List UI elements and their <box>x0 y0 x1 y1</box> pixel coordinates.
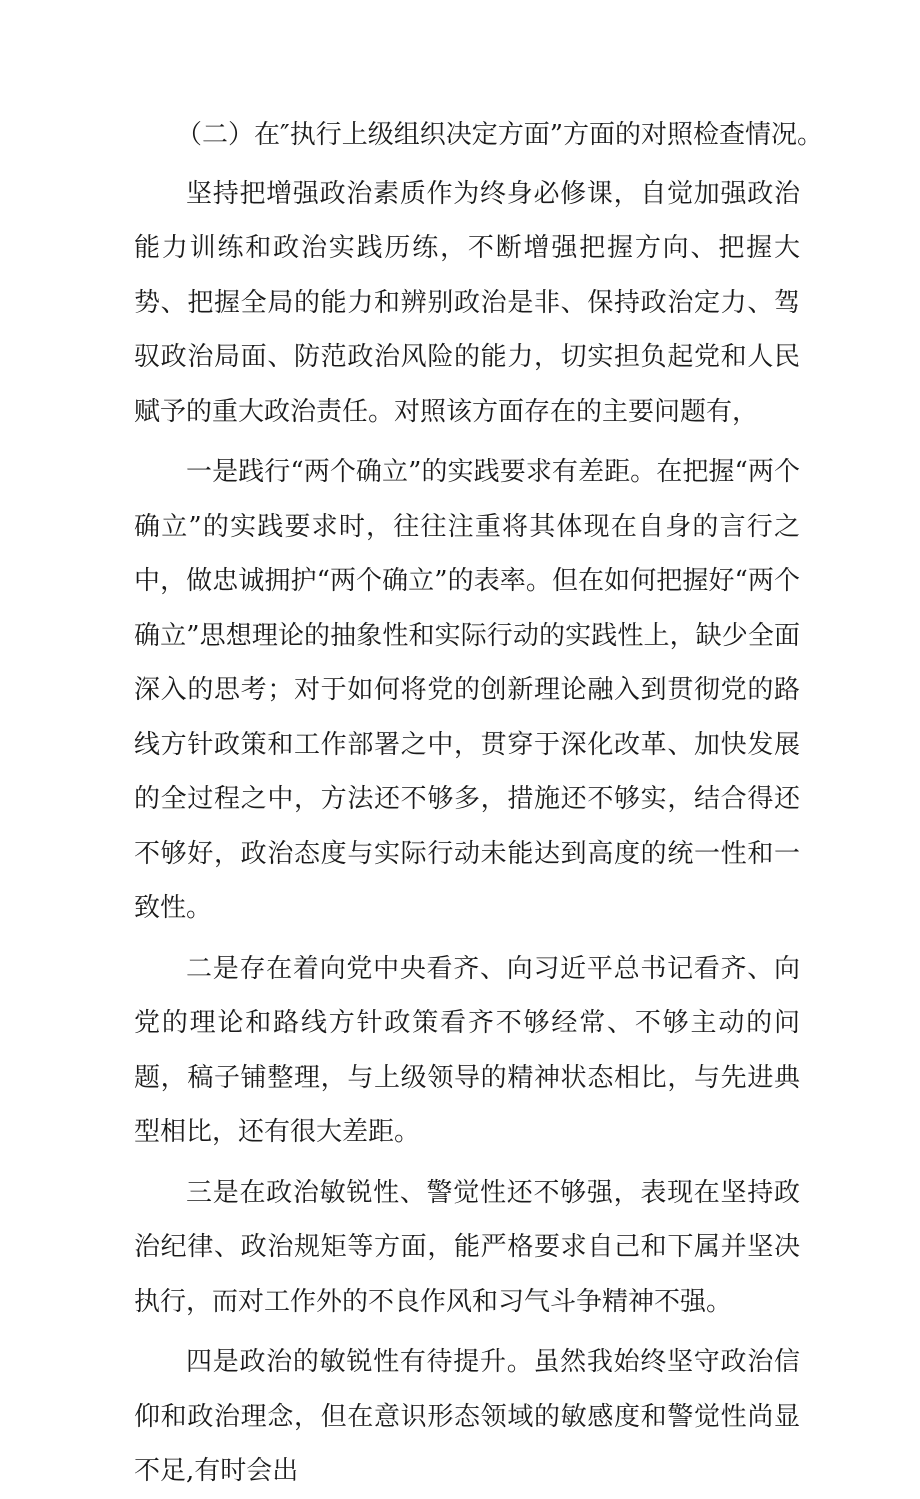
paragraph-intro: 坚持把增强政治素质作为终身必修课，自觉加强政治能力训练和政治实践历练，不断增强把握方向、把握大势、把握全局的能力和辨别政治是非、保持政治定力、驾驭政治局面、防范政治风险的能力，切实担负起党和人民赋予的重大政治责任。对照该方面存在的主要问题有， <box>134 178 800 427</box>
section-heading: （二）在″执行上级组织决定方面”方面的对照检查情况。 <box>176 120 824 150</box>
paragraph-point-three: 三是在政治敏锐性、警觉性还不够强，表现在坚持政治纪律、政治规矩等方面，能严格要求自己和下属并坚决执行，而对工作外的不良作风和习气斗争精神不强。 <box>134 1177 800 1317</box>
paragraph-point-two: 二是存在着向党中央看齐、向习近平总书记看齐、向党的理论和路线方针政策看齐不够经常、不够主动的问题，稿子铺整理，与上级领导的精神状态相比，与先进典型相比，还有很大差距。 <box>134 953 800 1147</box>
paragraph-point-one: 一是践行“两个确立”的实践要求有差距。在把握“两个确立”的实践要求时，往往注重将其体现在自身的言行之中，做忠诚拥护“两个确立”的表率。但在如何把握好“两个确立”思想理论的抽象性和实际行动的实践性上，缺少全面深入的思考；对于如何将党的创新理论融入到贯彻党的路线方针政策和工作部署之中，贯穿于深化改革、加快发展的全过程之中，方法还不够多，措施还不够实，结合得还不够好，政治态度与实际行动未能达到高度的统一性和一致性。 <box>134 457 800 923</box>
paragraph-point-four: 四是政治的敏锐性有待提升。虽然我始终坚守政治信仰和政治理念，但在意识形态领域的敏感度和警觉性尚显不足,有时会出 <box>134 1347 800 1486</box>
